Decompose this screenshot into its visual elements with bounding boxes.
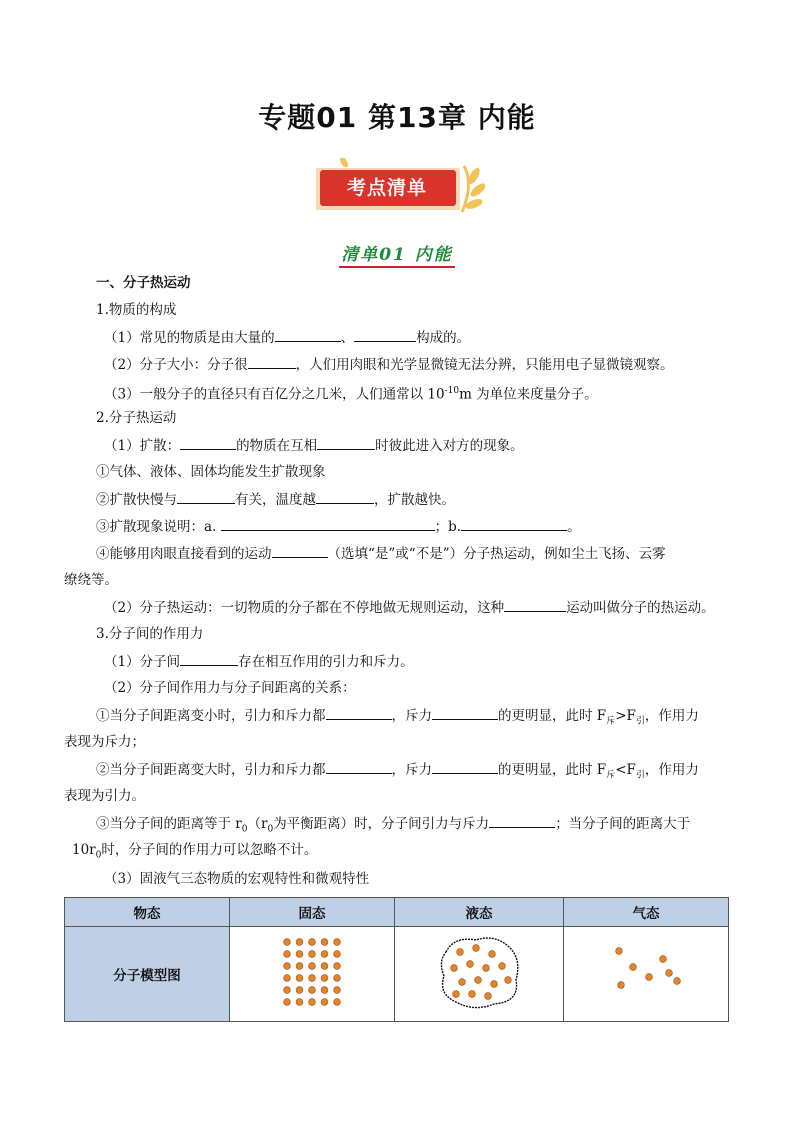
liquid-model-cell <box>395 927 564 1022</box>
text-line: ③扩散现象说明：a. ；b. 。 <box>96 516 581 537</box>
solid-molecule <box>284 999 291 1006</box>
fill-blank[interactable] <box>432 705 498 720</box>
text-line: （3）固液气三态物质的宏观特性和微观特性 <box>104 871 370 887</box>
solid-molecule <box>284 975 291 982</box>
solid-molecule <box>296 951 303 958</box>
fill-blank[interactable] <box>177 489 235 504</box>
solid-molecule <box>334 975 341 982</box>
solid-molecule <box>284 939 291 946</box>
section-heading <box>0 240 794 265</box>
table-header: 固态 <box>230 898 395 927</box>
text-line: （3）一般分子的直径只有百亿分之几米，人们通常以 $10^{-10}m$ 为单位来度量分子。 <box>104 386 598 403</box>
solid-molecule <box>296 987 303 994</box>
gas-molecule-diagram <box>601 937 691 1007</box>
solid-molecule <box>309 987 316 994</box>
fill-blank[interactable] <box>221 516 435 531</box>
text-line: ②扩散快慢与 有关，温度越 ，扩散越快。 <box>96 489 455 510</box>
fill-blank[interactable] <box>180 435 236 450</box>
solid-molecule <box>321 999 328 1006</box>
solid-molecule <box>284 987 291 994</box>
text-line: （1）常见的物质是由大量的 、 构成的。 <box>104 327 470 348</box>
text-line: （1）扩散： 的物质在互相 时彼此进入对方的现象。 <box>104 435 524 456</box>
table-header: 气态 <box>564 898 729 927</box>
fill-blank[interactable] <box>316 489 374 504</box>
text-line: $10r_0$时，分子间的作用力可以忽略不计。 <box>72 842 318 861</box>
text-line: ①当分子间距离变小时，引力和斥力都 ，斥力 的更明显，此时 $F_斥>F_引$，作用力 <box>96 705 699 732</box>
text-line: 表现为斥力； <box>64 734 145 750</box>
subheading-intermolecular-force: 3.分子间的作用力 <box>96 626 204 642</box>
subheading-thermal-motion: 2.分子热运动 <box>96 410 177 426</box>
text-line: ①气体、液体、固体均能发生扩散现象 <box>96 464 326 480</box>
fill-blank[interactable] <box>272 543 328 558</box>
text-line: 表现为引力。 <box>64 788 145 804</box>
solid-molecule <box>309 999 316 1006</box>
subheading-composition: 1.物质的构成 <box>96 302 177 318</box>
solid-molecule <box>309 939 316 946</box>
solid-molecule <box>334 951 341 958</box>
text-line: （2）分子大小：分子很 ，人们用肉眼和光学显微镜无法分辨，只能用电子显微镜观察。 <box>104 354 674 375</box>
solid-molecule <box>284 963 291 970</box>
fill-blank[interactable] <box>354 327 416 342</box>
solid-molecule <box>334 963 341 970</box>
text-line: （2）分子间作用力与分子间距离的关系： <box>104 680 356 696</box>
fill-blank[interactable] <box>248 354 296 369</box>
solid-molecule <box>309 951 316 958</box>
solid-molecule <box>321 939 328 946</box>
solid-molecule <box>321 987 328 994</box>
text-line: （2）分子热运动：一切物质的分子都在不停地做无规则运动，这种 运动叫做分子的热运动。 <box>104 597 715 618</box>
gas-model-cell <box>564 927 729 1022</box>
solid-model-cell <box>230 927 395 1022</box>
fill-blank[interactable] <box>180 651 238 666</box>
fill-blank[interactable] <box>489 813 555 828</box>
liquid-molecule-diagram <box>434 932 524 1012</box>
text-line: （1）分子间 存在相互作用的引力和斥力。 <box>104 651 414 672</box>
fill-blank[interactable] <box>504 597 566 612</box>
solid-molecule <box>309 963 316 970</box>
solid-molecule <box>296 939 303 946</box>
table-header: 物态 <box>65 898 230 927</box>
table-header: 液态 <box>395 898 564 927</box>
fill-blank[interactable] <box>326 705 392 720</box>
solid-molecule <box>321 975 328 982</box>
table-header-row <box>65 898 729 927</box>
text-line: ②当分子间距离变大时，引力和斥力都 ，斥力 的更明显，此时 $F_斥<F_引$，作用力 <box>96 759 699 786</box>
solid-molecule <box>334 939 341 946</box>
solid-molecule <box>296 975 303 982</box>
text-line: 缭绕等。 <box>64 572 118 588</box>
section-heading-text: 清单01 内能 <box>339 245 455 268</box>
fill-blank[interactable] <box>432 759 498 774</box>
solid-molecule-diagram <box>277 937 347 1007</box>
text-line: ④能够用肉眼直接看到的运动 （选填“是”或“不是”）分子热运动，例如尘土飞扬、云雾 <box>96 543 666 564</box>
solid-molecule <box>334 999 341 1006</box>
fill-blank[interactable] <box>326 759 392 774</box>
row-label: 分子模型图 <box>65 927 230 1022</box>
table-row <box>65 927 729 1022</box>
fill-blank[interactable] <box>317 435 375 450</box>
page-title: 专题01 第13章 内能 <box>258 101 536 134</box>
heading-molecular-motion: 一、分子热运动 <box>96 275 191 291</box>
fill-blank[interactable] <box>461 516 567 531</box>
solid-molecule <box>296 963 303 970</box>
solid-molecule <box>321 963 328 970</box>
solid-molecule <box>284 951 291 958</box>
solid-molecule <box>321 951 328 958</box>
fill-blank[interactable] <box>275 327 341 342</box>
solid-molecule <box>334 987 341 994</box>
badge-label: 考点清单 <box>346 177 427 199</box>
text-line: ③当分子间的距离等于 $r_0(r_0$为平衡距离）时，分子间引力与斥力 ；当分子间的距离大于 <box>96 813 690 840</box>
states-table <box>64 897 729 1022</box>
solid-molecule <box>309 975 316 982</box>
solid-molecule <box>296 999 303 1006</box>
